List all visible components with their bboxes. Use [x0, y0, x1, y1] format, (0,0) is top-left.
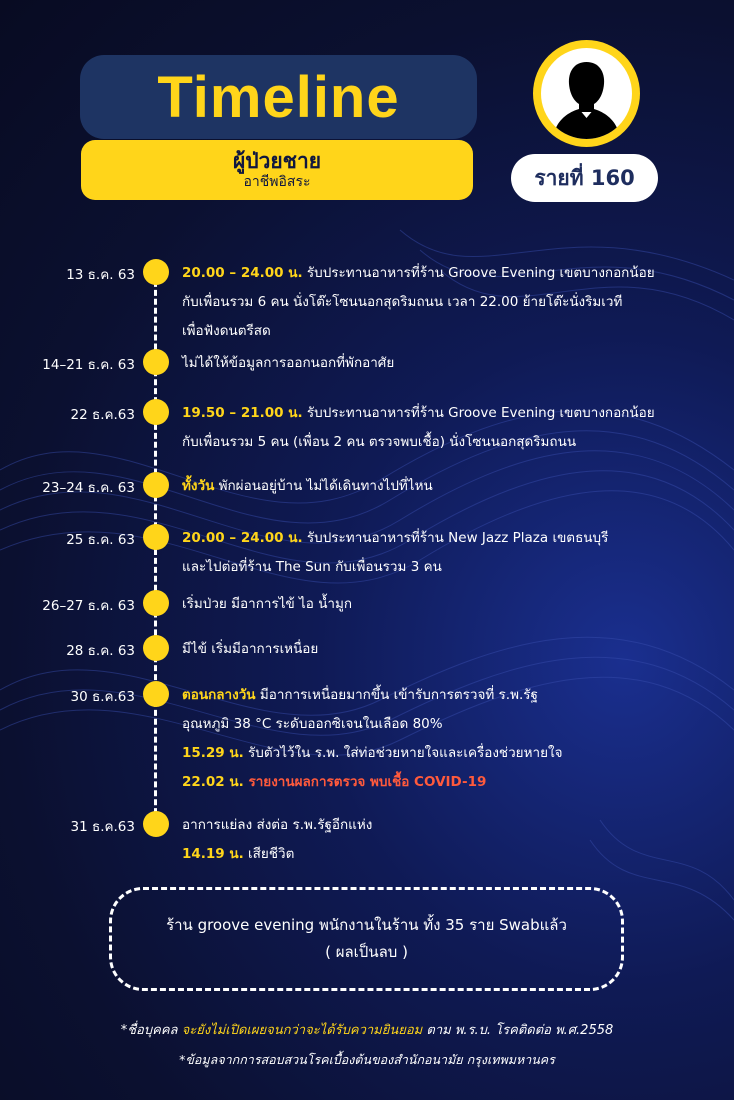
timeline-time-highlight: 20.00 – 24.00 น. [182, 265, 303, 281]
footer-disclaimer-suffix: ตาม พ.ร.บ. โรคติดต่อ พ.ศ.2558 [422, 1023, 614, 1038]
timeline-text: มีอาการเหนื่อยมากขึ้น เข้ารับการตรวจที่ ร.พ.รัฐ [255, 687, 538, 703]
timeline-line [182, 476, 727, 505]
timeline-line [182, 714, 727, 743]
timeline-description [182, 594, 727, 623]
timeline-line [182, 528, 727, 557]
timeline-text: เสียชีวิต [243, 846, 295, 862]
timeline-dot [143, 590, 169, 616]
timeline-text: อุณหภูมิ 38 °C ระดับออกซิเจนในเลือด 80% [182, 716, 443, 732]
timeline-line [182, 815, 727, 844]
timeline-dot [143, 635, 169, 661]
timeline-time-highlight: ตอนกลางวัน [182, 687, 256, 703]
timeline-description [182, 353, 727, 382]
timeline-text: รับประทานอาหารที่ร้าน Groove Evening เขตบางกอกน้อย [302, 265, 655, 281]
timeline-text: เริ่มป่วย มีอาการไข้ ไอ น้ำมูก [182, 596, 353, 612]
footer-disclaimer-highlight: จะยังไม่เปิดเผยจนกว่าจะได้รับความยินยอม [181, 1023, 423, 1038]
timeline-date: 22 ธ.ค.63 [70, 407, 135, 423]
page-title: Timeline [157, 64, 400, 130]
note-line-1: ร้าน groove evening พนักงานในร้าน ทั้ง 35 ราย Swabแล้ว [166, 916, 567, 934]
timeline-line [182, 263, 727, 292]
timeline-text: เพื่อฟังดนตรีสด [182, 323, 271, 339]
timeline-date: 28 ธ.ค. 63 [66, 643, 135, 659]
timeline-line [182, 594, 727, 623]
timeline-description [182, 639, 727, 668]
timeline-text: และไปต่อที่ร้าน The Sun กับเพื่อนรวม 3 คน [182, 559, 442, 575]
timeline-alert-text: รายงานผลการตรวจ พบเชื้อ COVID-19 [243, 774, 487, 790]
timeline-date: 25 ธ.ค. 63 [66, 532, 135, 548]
timeline-description [182, 263, 727, 350]
timeline-time-highlight: 22.02 น. [182, 774, 244, 790]
timeline-text: รับประทานอาหารที่ร้าน New Jazz Plaza เขตธนบุรี [302, 530, 609, 546]
footer-disclaimer-prefix: *ชื่อบุคคล [120, 1023, 182, 1038]
case-number-badge: รายที่ 160 [511, 154, 658, 202]
timeline-time-highlight: 20.00 – 24.00 น. [182, 530, 303, 546]
timeline-date: 30 ธ.ค.63 [70, 689, 135, 705]
timeline-line [182, 844, 727, 873]
timeline-dot [143, 472, 169, 498]
footer-disclaimer [0, 1019, 734, 1040]
timeline-dot [143, 681, 169, 707]
timeline-text: รับตัวไว้ใน ร.พ. ใส่ท่อช่วยหายใจและเครื่องช่วยหายใจ [243, 745, 563, 761]
timeline-line [182, 353, 727, 382]
timeline-time-highlight: ทั้งวัน [182, 478, 215, 494]
timeline-text: อาการแย่ลง ส่งต่อ ร.พ.รัฐอีกแห่ง [182, 817, 373, 833]
timeline-date: 23–24 ธ.ค. 63 [42, 480, 135, 496]
timeline-line [182, 743, 727, 772]
timeline-date: 14–21 ธ.ค. 63 [42, 357, 135, 373]
timeline-description [182, 815, 727, 873]
timeline-dot [143, 399, 169, 425]
timeline-text: มีไข้ เริ่มมีอาการเหนื่อย [182, 641, 319, 657]
footer-source: *ข้อมูลจากการสอบสวนโรคเบื้องต้นของสำนักอนามัย กรุงเทพมหานคร [179, 1052, 555, 1067]
person-silhouette-icon [541, 48, 632, 139]
timeline-line [182, 432, 727, 461]
title-banner [80, 55, 477, 139]
timeline-line [182, 292, 727, 321]
timeline-line [182, 321, 727, 350]
timeline-dot [143, 524, 169, 550]
timeline-time-highlight: 14.19 น. [182, 846, 244, 862]
timeline-text: กับเพื่อนรวม 5 คน (เพื่อน 2 คน ตรวจพบเชื้อ) นั่งโซนนอกสุดริมถนน [182, 434, 577, 450]
timeline-description [182, 685, 727, 801]
timeline-dot [143, 349, 169, 375]
timeline-description [182, 403, 727, 461]
timeline-description [182, 528, 727, 586]
timeline-text: กับเพื่อนรวม 6 คน นั่งโต๊ะโซนนอกสุดริมถนน เวลา 22.00 ย้ายโต๊ะนั่งริมเวที [182, 294, 623, 310]
timeline-line [182, 685, 727, 714]
timeline-date: 31 ธ.ค.63 [70, 819, 135, 835]
timeline-description [182, 476, 727, 505]
timeline-line [182, 557, 727, 586]
note-line-2: ( ผลเป็นลบ ) [325, 943, 408, 961]
patient-type: ผู้ป่วยชาย [232, 149, 322, 173]
timeline-line [182, 772, 727, 801]
timeline-dot [143, 811, 169, 837]
patient-info-banner [81, 140, 473, 200]
note-box [109, 887, 624, 991]
timeline-dot [143, 259, 169, 285]
timeline-text: ไม่ได้ให้ข้อมูลการออกนอกที่พักอาศัย [182, 355, 395, 371]
timeline-text: พักผ่อนอยู่บ้าน ไม่ได้เดินทางไปที่ไหน [214, 478, 433, 494]
timeline-date: 26–27 ธ.ค. 63 [42, 598, 135, 614]
timeline-time-highlight: 19.50 – 21.00 น. [182, 405, 303, 421]
timeline-line [182, 639, 727, 668]
avatar [533, 40, 640, 147]
timeline-time-highlight: 15.29 น. [182, 745, 244, 761]
timeline-text: รับประทานอาหารที่ร้าน Groove Evening เขตบางกอกน้อย [302, 405, 655, 421]
patient-occupation: อาชีพอิสระ [243, 174, 311, 190]
timeline-line [182, 403, 727, 432]
timeline-date: 13 ธ.ค. 63 [66, 267, 135, 283]
